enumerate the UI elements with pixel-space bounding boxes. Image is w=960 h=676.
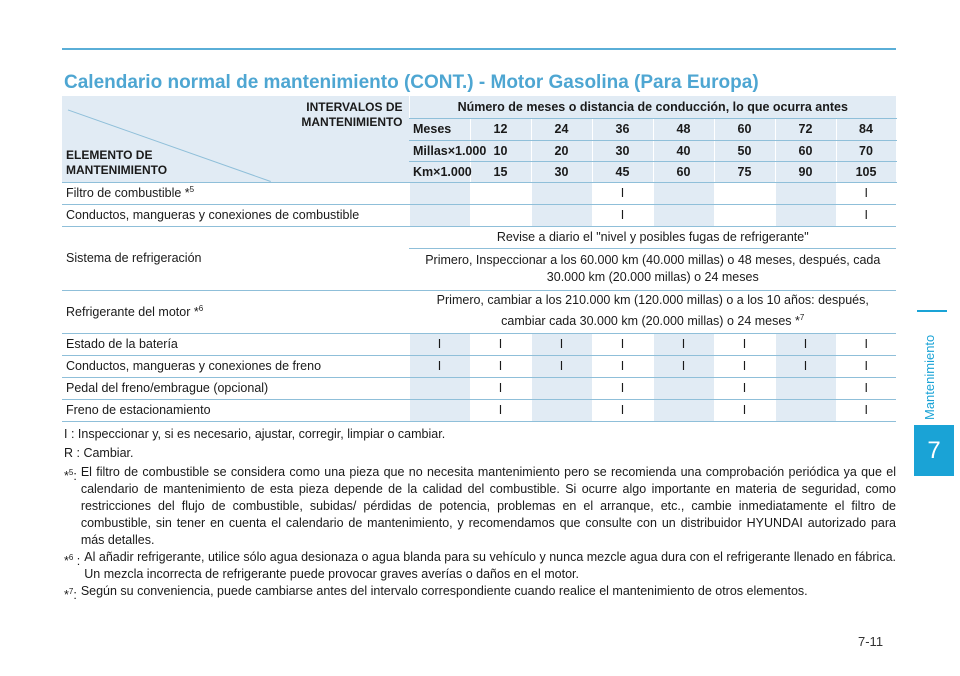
cooling-inspection-note: Primero, Inspeccionar a los 60.000 km (40.000 millas) o 48 meses, después, cada 30.000 km (20.000 millas) o 24 meses — [409, 248, 896, 290]
km-cell: 30 — [531, 161, 592, 182]
interval-cell — [775, 182, 836, 204]
page-title: Calendario normal de mantenimiento (CONT.) - Motor Gasolina (Para Europa) — [64, 72, 759, 93]
interval-cell — [531, 204, 592, 226]
interval-cell — [409, 377, 470, 399]
interval-cell — [775, 399, 836, 421]
item-label: Estado de la batería — [62, 333, 409, 355]
km-cell: 75 — [714, 161, 775, 182]
interval-cell: I — [470, 399, 531, 421]
months-cell: 48 — [653, 118, 714, 140]
footnote-6: *$^6$ : Al añadir refrigerante, utilice sólo agua desionaza o agua blanda para su vehículo y nunca mezcle agua dura con el refrigerante llenado en fábrica. Un mezcla incorrecta de refrigerante puede provocar graves averías o daños en el motor. — [64, 550, 896, 581]
interval-cell — [653, 182, 714, 204]
miles-cell: 20 — [531, 140, 592, 161]
interval-cell: I — [470, 333, 531, 355]
miles-cell: 50 — [714, 140, 775, 161]
side-rule — [917, 310, 947, 312]
interval-cell: I — [409, 333, 470, 355]
months-cell: 12 — [470, 118, 531, 140]
interval-cell — [531, 377, 592, 399]
maintenance-schedule-table — [62, 96, 896, 422]
interval-cell — [653, 377, 714, 399]
miles-cell: 10 — [470, 140, 531, 161]
interval-cell: I — [592, 355, 653, 377]
months-label: Meses — [409, 118, 470, 140]
table-row — [62, 182, 896, 204]
cooling-daily-note: Revise a diario el "nivel y posibles fugas de refrigerante" — [409, 226, 896, 248]
interval-cell: I — [836, 204, 896, 226]
item-label: Refrigerante del motor *$^6$ — [62, 290, 409, 333]
interval-cell: I — [531, 333, 592, 355]
coolant-note: Primero, cambiar a los 210.000 km (120.000 millas) o a los 10 años: después, cambiar cada 30.000 km (20.000 millas) o 24 meses *$^7$ — [409, 290, 896, 333]
interval-cell: I — [836, 333, 896, 355]
interval-cell — [409, 204, 470, 226]
footnote-5: *$^5$: El filtro de combustible se considera como una pieza que no necesita mantenimiento pero se recomienda una comprobación periódica ya que el calendario de mantenimiento de esta pieza depende de la calidad del combustible. Si ocurre algo importante en materia de seguridad, como restricciones del flujo de combustible, subidas/ pérdidas de potencia, problemas en el arranque, etc., cambie inmediatamente el filtro de combustible, sin tener en cuenta el calendario de mantenimiento, y recomendamos que consulte con un distribuidor HYUNDAI autorizado para más detalles. — [64, 465, 896, 547]
interval-cell: I — [714, 333, 775, 355]
interval-cell: I — [592, 204, 653, 226]
interval-cell — [653, 399, 714, 421]
item-label: Pedal del freno/embrague (opcional) — [62, 377, 409, 399]
interval-cell — [409, 399, 470, 421]
km-cell: 60 — [653, 161, 714, 182]
footnote-7: *$^7$: Según su conveniencia, puede cambiarse antes del intervalo correspondiente cuando realice el mantenimiento de otros elementos. — [64, 584, 808, 603]
months-cell: 36 — [592, 118, 653, 140]
table-row — [62, 377, 896, 399]
interval-cell: I — [836, 355, 896, 377]
interval-cell — [531, 182, 592, 204]
interval-cell: I — [836, 377, 896, 399]
miles-label: Millas×1.000 — [409, 140, 470, 161]
corner-element-label: ELEMENTO DE MANTENIMIENTO — [66, 147, 168, 177]
interval-cell: I — [653, 333, 714, 355]
interval-cell: I — [470, 355, 531, 377]
miles-cell: 60 — [775, 140, 836, 161]
top-rule — [62, 48, 896, 50]
interval-cell: I — [592, 399, 653, 421]
miles-cell: 40 — [653, 140, 714, 161]
footnotes — [64, 426, 896, 604]
interval-cell — [775, 377, 836, 399]
interval-cell: I — [714, 399, 775, 421]
item-label: Filtro de combustible *$^5$ — [62, 182, 409, 204]
interval-cell — [470, 204, 531, 226]
table-row — [62, 204, 896, 226]
interval-cell: I — [775, 355, 836, 377]
interval-cell: I — [836, 399, 896, 421]
interval-cell: I — [653, 355, 714, 377]
item-label: Sistema de refrigeración — [62, 226, 409, 290]
interval-cell: I — [592, 377, 653, 399]
table-row — [62, 333, 896, 355]
interval-cell — [531, 399, 592, 421]
interval-cell — [714, 204, 775, 226]
chapter-tab: 7 — [914, 425, 954, 476]
interval-cell: I — [470, 377, 531, 399]
miles-cell: 70 — [836, 140, 896, 161]
interval-cell: I — [836, 182, 896, 204]
months-cell: 72 — [775, 118, 836, 140]
interval-cell: I — [714, 377, 775, 399]
page-number: 7-11 — [858, 634, 884, 649]
table-row — [62, 399, 896, 421]
interval-cell — [653, 204, 714, 226]
interval-cell: I — [592, 333, 653, 355]
km-cell: 45 — [592, 161, 653, 182]
interval-cell: I — [775, 333, 836, 355]
months-cell: 24 — [531, 118, 592, 140]
item-label: Conductos, mangueras y conexiones de freno — [62, 355, 409, 377]
item-label: Freno de estacionamiento — [62, 399, 409, 421]
interval-cell: I — [531, 355, 592, 377]
table-row — [62, 290, 896, 333]
miles-cell: 30 — [592, 140, 653, 161]
interval-cell: I — [409, 355, 470, 377]
km-cell: 15 — [470, 161, 531, 182]
km-cell: 90 — [775, 161, 836, 182]
table-row — [62, 355, 896, 377]
months-cell: 84 — [836, 118, 896, 140]
legend-inspect: I : Inspeccionar y, si es necesario, ajustar, corregir, limpiar o cambiar. — [64, 427, 446, 441]
interval-cell: I — [714, 355, 775, 377]
interval-header: Número de meses o distancia de conducción, lo que ocurra antes — [409, 96, 896, 118]
interval-cell — [714, 182, 775, 204]
item-label: Conductos, mangueras y conexiones de combustible — [62, 204, 409, 226]
interval-cell — [470, 182, 531, 204]
km-cell: 105 — [836, 161, 896, 182]
interval-cell — [775, 204, 836, 226]
interval-cell: I — [592, 182, 653, 204]
table-row — [62, 226, 896, 248]
km-label: Km×1.000 — [409, 161, 470, 182]
table-corner-header — [62, 96, 409, 182]
legend-replace: R : Cambiar. — [64, 446, 134, 460]
months-cell: 60 — [714, 118, 775, 140]
interval-cell — [409, 182, 470, 204]
corner-intervals-label: INTERVALOS DE MANTENIMIENTO — [301, 100, 403, 129]
section-side-label: Mantenimiento — [922, 334, 937, 420]
